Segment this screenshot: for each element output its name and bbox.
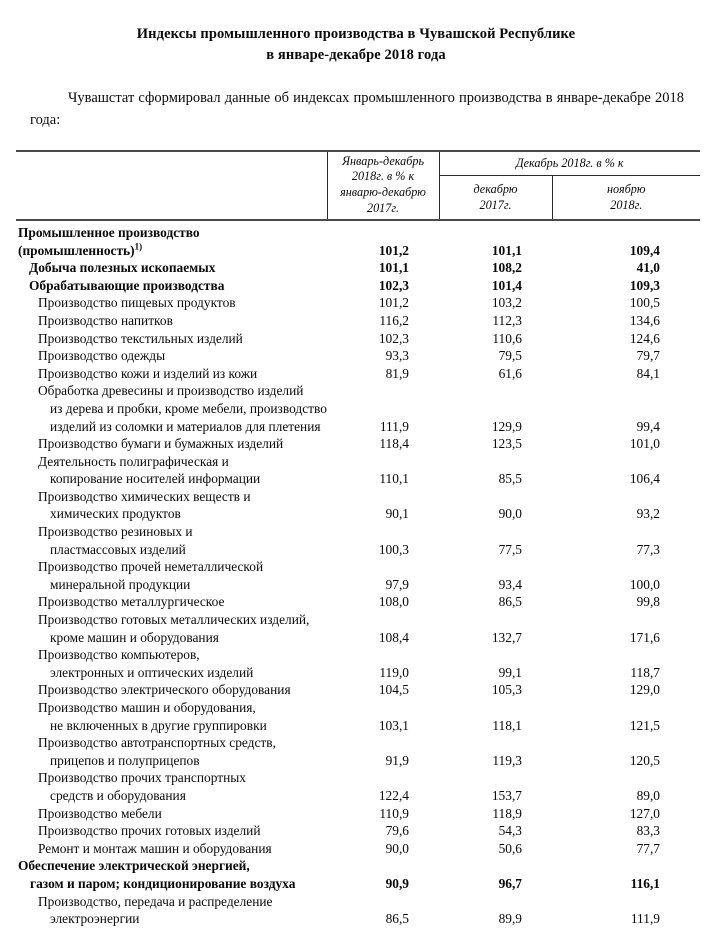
page-title: [12, 0, 700, 66]
table-row: [16, 294, 700, 312]
row-value-jan-dec: 122,4: [378, 787, 409, 803]
row-label: Производство кожи и изделий из кожи: [38, 365, 258, 381]
row-label: Производство мебели: [38, 805, 162, 821]
table-body: [16, 224, 700, 928]
row-value-vs-nov-2018: 116,1: [630, 875, 660, 891]
row-value-jan-dec: 90,1: [385, 506, 409, 522]
row-value-vs-dec-2017: 96,7: [498, 875, 522, 891]
table-row: [16, 769, 700, 804]
row-label: Производство прочих готовых изделий: [38, 823, 261, 839]
row-value-vs-dec-2017: 105,3: [491, 682, 522, 698]
row-value-jan-dec: 86,5: [385, 911, 409, 927]
row-value-vs-nov-2018: 121,5: [629, 717, 660, 733]
table-header: [16, 151, 700, 224]
header-stub-cell: [16, 151, 327, 220]
row-label-line: Обеспечение электрической энергией,: [18, 858, 250, 874]
row-label: [16, 611, 327, 646]
row-label-line: Производство автотранспортных средств,: [38, 735, 276, 751]
row-value-vs-nov-2018: 101,0: [629, 436, 660, 452]
row-label-line: из дерева и пробки, кроме мебели, производство: [50, 400, 327, 416]
row-value-jan-dec: 103,1: [378, 717, 409, 733]
row-label-line: Производство прочей неметаллической: [38, 559, 264, 575]
row-label-line: химических продуктов: [50, 506, 181, 522]
row-label-line: копирование носителей информации: [50, 471, 261, 487]
row-label-line: минеральной продукции: [50, 576, 191, 592]
row-value-jan-dec: 100,3: [378, 541, 409, 557]
table-row: [16, 312, 700, 330]
table-row: [16, 330, 700, 348]
row-value-vs-dec-2017: 93,4: [498, 576, 522, 592]
row-label-line: Производство компьютеров,: [38, 647, 200, 663]
row-label-line: [18, 242, 327, 260]
row-label: [16, 734, 327, 769]
header-col-vs-dec-2017-line-1: декабрю: [473, 181, 518, 196]
row-value-jan-dec: 116,2: [379, 312, 409, 328]
row-value-jan-dec: 119,0: [379, 664, 409, 680]
table-row: [16, 805, 700, 823]
table-row: [16, 699, 700, 734]
table-row: [16, 734, 700, 769]
row-label-line: газом и паром; кондиционирование воздуха: [30, 875, 296, 891]
row-value-vs-dec-2017: 101,4: [491, 277, 522, 293]
row-label: Добыча полезных ископаемых: [29, 260, 216, 276]
row-value-jan-dec: 101,2: [378, 295, 409, 311]
row-value-jan-dec: 90,9: [385, 875, 409, 891]
table-row: [16, 593, 700, 611]
row-label: [16, 769, 327, 804]
row-value-vs-dec-2017: 101,1: [491, 242, 522, 258]
row-value-vs-nov-2018: 84,1: [636, 365, 660, 381]
row-value-vs-dec-2017: 110,6: [492, 330, 522, 346]
table-row: [16, 488, 700, 523]
row-value-vs-nov-2018: 41,0: [636, 260, 660, 276]
row-value-jan-dec: 104,5: [378, 682, 409, 698]
row-label-line: изделий из соломки и материалов для плетения: [50, 418, 321, 434]
header-col-vs-nov-2018: [552, 176, 700, 220]
row-value-jan-dec: 102,3: [378, 330, 409, 346]
table-row: [16, 558, 700, 593]
row-value-vs-nov-2018: 106,4: [629, 471, 660, 487]
row-label-line: Промышленное производство: [18, 224, 200, 240]
row-value-vs-nov-2018: 100,5: [629, 295, 660, 311]
row-value-vs-nov-2018: 83,3: [636, 823, 660, 839]
table-row: [16, 259, 700, 277]
row-label: Обрабатывающие производства: [29, 277, 225, 293]
row-value-vs-nov-2018: 77,3: [636, 541, 660, 557]
row-label: [16, 523, 327, 558]
row-value-vs-dec-2017: 123,5: [491, 436, 522, 452]
row-value-jan-dec: 108,4: [378, 629, 409, 645]
row-value-vs-dec-2017: 79,5: [498, 348, 522, 364]
row-label-line: средств и оборудования: [50, 787, 186, 803]
header-col-vs-dec-2017-line-2: 2017г.: [479, 197, 512, 212]
row-value-jan-dec: 110,1: [379, 471, 409, 487]
row-value-vs-dec-2017: 118,1: [492, 717, 522, 733]
table-row: [16, 822, 700, 840]
row-value-jan-dec: 97,9: [385, 576, 409, 592]
table-row: [16, 840, 700, 858]
table-row: [16, 611, 700, 646]
row-value-jan-dec: 108,0: [378, 594, 409, 610]
header-col-vs-nov-2018-line-2: 2018г.: [610, 197, 643, 212]
row-value-jan-dec: 93,3: [385, 348, 409, 364]
row-label: Производство бумаги и бумажных изделий: [38, 436, 284, 452]
table-row: [16, 277, 700, 295]
row-label-line: пластмассовых изделий: [50, 541, 186, 557]
row-value-vs-dec-2017: 89,9: [498, 911, 522, 927]
row-value-vs-nov-2018: 109,4: [629, 242, 660, 258]
table-row: [16, 435, 700, 453]
row-value-vs-dec-2017: 50,6: [498, 840, 522, 856]
row-value-vs-nov-2018: 111,9: [630, 911, 660, 927]
row-value-vs-nov-2018: 134,6: [629, 312, 660, 328]
table-row: [16, 224, 700, 259]
table-row: [16, 453, 700, 488]
row-label: [16, 646, 327, 681]
table-row: [16, 646, 700, 681]
row-value-vs-dec-2017: 132,7: [491, 629, 522, 645]
row-label-line: электроэнергии: [50, 911, 140, 927]
row-value-vs-nov-2018: 109,3: [629, 277, 660, 293]
row-value-vs-dec-2017: 108,2: [491, 260, 522, 276]
table-row: [16, 347, 700, 365]
row-value-vs-dec-2017: 153,7: [491, 787, 522, 803]
row-label-line: Производство прочих транспортных: [38, 770, 246, 786]
row-label: Производство электрического оборудования: [38, 682, 291, 698]
row-value-jan-dec: 101,1: [378, 260, 409, 276]
row-label-line: Обработка древесины и производство изделий: [38, 383, 304, 399]
row-value-vs-dec-2017: 54,3: [498, 823, 522, 839]
table-row: [16, 681, 700, 699]
row-value-vs-dec-2017: 77,5: [498, 541, 522, 557]
row-label: [16, 558, 327, 593]
row-label: Производство текстильных изделий: [38, 330, 243, 346]
row-value-jan-dec: 90,0: [385, 840, 409, 856]
row-label-text: (промышленность): [18, 242, 135, 258]
table-header-row-1: [16, 151, 700, 176]
row-label: Производство одежды: [38, 348, 166, 364]
row-value-vs-nov-2018: 99,4: [636, 418, 660, 434]
row-label: Ремонт и монтаж машин и оборудования: [38, 840, 272, 856]
row-value-jan-dec: 91,9: [385, 752, 409, 768]
row-value-vs-nov-2018: 127,0: [629, 805, 660, 821]
table-row: [16, 523, 700, 558]
row-value-vs-dec-2017: 90,0: [498, 506, 522, 522]
row-label: [16, 453, 327, 488]
header-group-december: Декабрь 2018г. в % к: [439, 151, 700, 176]
industrial-production-indices-table: [16, 150, 700, 928]
header-col-jan-dec: [327, 151, 439, 220]
row-value-vs-dec-2017: 112,3: [492, 312, 522, 328]
row-label: Производство металлургическое: [38, 594, 225, 610]
indices-table-wrapper: [12, 150, 700, 928]
row-label: [16, 488, 327, 523]
row-value-vs-nov-2018: 118,7: [630, 664, 660, 680]
header-col-jan-dec-line-1: Январь-декабрь: [341, 153, 425, 168]
row-label-line: Производство готовых металлических изделий,: [38, 612, 310, 628]
row-label: Производство напитков: [38, 312, 173, 328]
row-value-vs-nov-2018: 124,6: [629, 330, 660, 346]
row-value-vs-nov-2018: 171,6: [629, 629, 660, 645]
row-value-vs-dec-2017: 118,9: [492, 805, 522, 821]
table-row: [16, 893, 700, 928]
row-label: [16, 382, 327, 435]
footnote-marker: 1): [134, 241, 143, 252]
row-value-vs-nov-2018: 100,0: [629, 576, 660, 592]
row-label-line: Производство резиновых и: [38, 524, 193, 540]
row-value-jan-dec: 111,9: [379, 418, 409, 434]
row-label-line: Деятельность полиграфическая и: [38, 453, 229, 469]
page-title-line-2: в январе-декабре 2018 года: [266, 47, 446, 64]
header-col-vs-nov-2018-line-1: ноябрю: [607, 181, 646, 196]
row-value-vs-dec-2017: 61,6: [498, 365, 522, 381]
row-label: [16, 857, 327, 892]
row-label-line: Производство, передача и распределение: [38, 893, 273, 909]
row-value-jan-dec: 102,3: [378, 277, 409, 293]
row-label-line: прицепов и полуприцепов: [50, 752, 200, 768]
row-value-jan-dec: 79,6: [385, 823, 409, 839]
header-col-vs-dec-2017: [439, 176, 552, 220]
row-value-jan-dec: 81,9: [385, 365, 409, 381]
intro-paragraph: Чувашстат сформировал данные об индексах промышленного производства в январе-декабре 2018 года:: [30, 90, 684, 128]
row-label-line: Производство машин и оборудования,: [38, 700, 256, 715]
row-value-vs-dec-2017: 85,5: [498, 471, 522, 487]
row-value-jan-dec: 118,4: [379, 436, 409, 452]
header-col-jan-dec-line-4: 2017г.: [366, 201, 400, 216]
row-label-line: Производство химических веществ и: [38, 488, 251, 504]
row-value-vs-nov-2018: 99,8: [636, 594, 660, 610]
row-value-vs-nov-2018: 89,0: [636, 787, 660, 803]
row-value-jan-dec: 101,2: [378, 242, 409, 258]
row-label-line: электронных и оптических изделий: [50, 664, 254, 680]
row-label-line: кроме машин и оборудования: [50, 629, 219, 645]
row-value-vs-nov-2018: 93,2: [636, 506, 660, 522]
row-label: Производство пищевых продуктов: [38, 295, 236, 311]
table-row: [16, 382, 700, 435]
row-value-vs-dec-2017: 119,3: [492, 752, 522, 768]
row-value-vs-nov-2018: 77,7: [636, 840, 660, 856]
row-label: [16, 224, 327, 259]
row-value-vs-nov-2018: 120,5: [629, 752, 660, 768]
row-value-vs-dec-2017: 99,1: [498, 664, 522, 680]
row-value-vs-nov-2018: 79,7: [636, 348, 660, 364]
header-col-jan-dec-line-2: 2018г. в % к: [351, 169, 415, 184]
row-value-vs-nov-2018: 129,0: [629, 682, 660, 698]
row-label: [16, 699, 327, 734]
row-value-jan-dec: 110,9: [379, 805, 409, 821]
row-value-vs-dec-2017: 103,2: [491, 295, 522, 311]
row-value-vs-dec-2017: 129,9: [491, 418, 522, 434]
table-row: [16, 857, 700, 892]
page-title-line-1: Индексы промышленного производства в Чувашской Республике: [136, 26, 576, 42]
row-label: [16, 893, 327, 928]
table-row: [16, 365, 700, 383]
row-label-line: не включенных в другие группировки: [50, 717, 267, 733]
row-value-vs-dec-2017: 86,5: [498, 594, 522, 610]
header-col-jan-dec-line-3: январю-декабрю: [340, 185, 426, 200]
